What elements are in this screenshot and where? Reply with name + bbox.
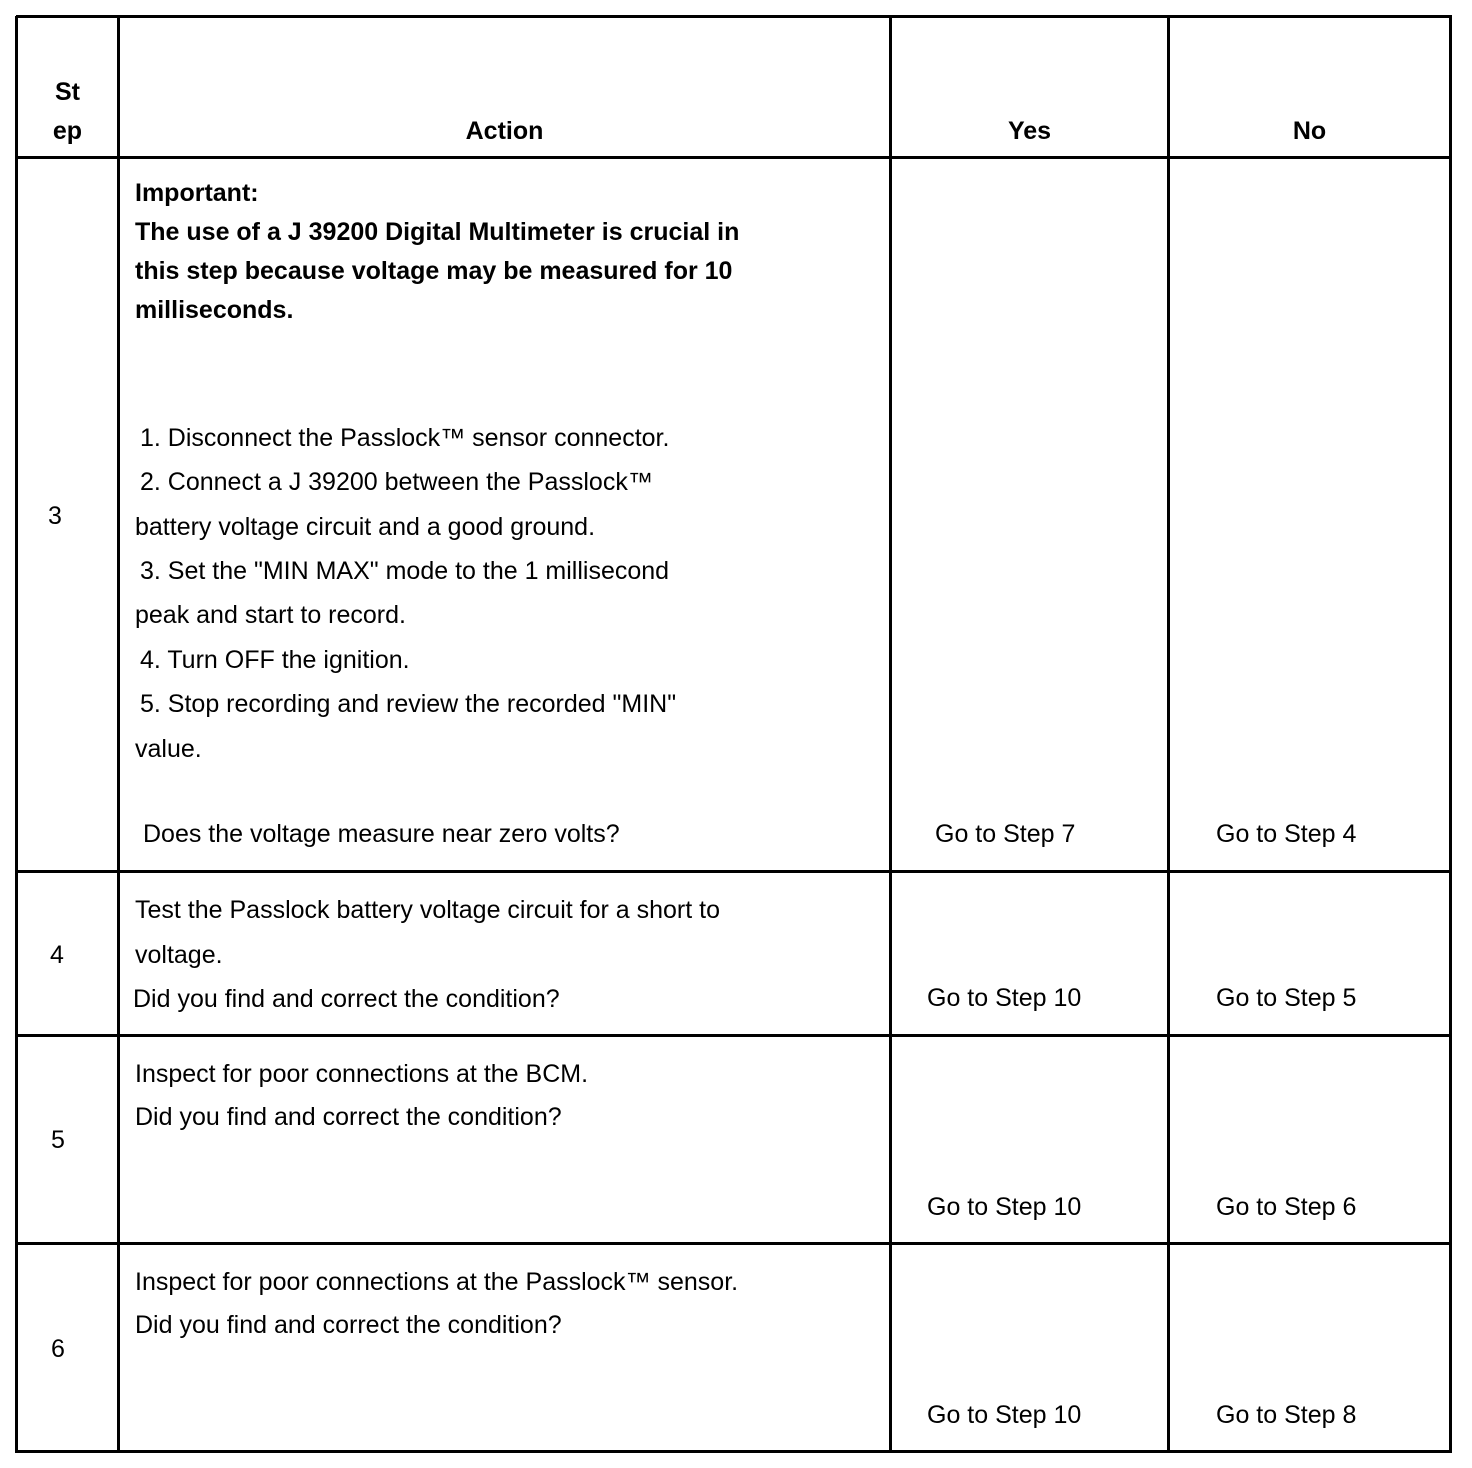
header-divider — [16, 156, 1452, 159]
no-result: Go to Step 6 — [1216, 1193, 1357, 1221]
header-yes: Yes — [1007, 117, 1052, 145]
table-bottom-border — [16, 1450, 1452, 1453]
action-line: Inspect for poor connections at the BCM. — [135, 1060, 589, 1088]
procedure-line: peak and start to record. — [135, 601, 406, 629]
yes-result: Go to Step 7 — [935, 820, 1076, 848]
no-result: Go to Step 5 — [1216, 984, 1357, 1012]
important-line: The use of a J 39200 Digital Multimeter is crucial in — [135, 218, 740, 246]
table-left-border — [15, 16, 18, 1453]
row-divider — [16, 1034, 1452, 1037]
question-text: Did you find and correct the condition? — [135, 1311, 562, 1339]
step-number: 4 — [50, 941, 64, 969]
question-text: Did you find and correct the condition? — [133, 985, 560, 1013]
important-line: milliseconds. — [135, 296, 294, 324]
header-no: No — [1292, 117, 1327, 145]
yes-result: Go to Step 10 — [927, 984, 1082, 1012]
row-divider — [16, 1242, 1452, 1245]
step-number: 5 — [51, 1126, 65, 1154]
yes-result: Go to Step 10 — [927, 1193, 1082, 1221]
procedure-line: 5. Stop recording and review the recorded "MIN" — [140, 690, 677, 718]
action-line: Inspect for poor connections at the Passlock™ sensor. — [135, 1268, 739, 1296]
column-divider — [117, 16, 120, 1453]
header-step-part2: ep — [52, 117, 83, 145]
action-line: voltage. — [135, 941, 223, 969]
header-action: Action — [465, 117, 544, 145]
question-text: Does the voltage measure near zero volts? — [143, 820, 620, 848]
procedure-line: 4. Turn OFF the ignition. — [140, 646, 410, 674]
procedure-line: value. — [135, 735, 202, 763]
procedure-line: 3. Set the "MIN MAX" mode to the 1 millisecond — [140, 557, 670, 585]
step-number: 3 — [48, 502, 62, 530]
procedure-line: 1. Disconnect the Passlock™ sensor connector. — [140, 424, 670, 452]
table-top-border — [16, 15, 1452, 18]
important-title: Important: — [135, 179, 259, 207]
question-text: Did you find and correct the condition? — [135, 1103, 562, 1131]
row-divider — [16, 870, 1452, 873]
header-step-part1: St — [55, 78, 80, 106]
no-result: Go to Step 4 — [1216, 820, 1357, 848]
action-line: Test the Passlock battery voltage circuit for a short to — [135, 896, 720, 924]
column-divider — [1167, 16, 1170, 1453]
no-result: Go to Step 8 — [1216, 1401, 1357, 1429]
procedure-line: 2. Connect a J 39200 between the Passlock™ — [140, 468, 653, 496]
procedure-line: battery voltage circuit and a good ground. — [135, 513, 596, 541]
column-divider — [889, 16, 892, 1453]
table-right-border — [1449, 16, 1452, 1453]
step-number: 6 — [51, 1335, 65, 1363]
yes-result: Go to Step 10 — [927, 1401, 1082, 1429]
important-line: this step because voltage may be measured for 10 — [135, 257, 733, 285]
